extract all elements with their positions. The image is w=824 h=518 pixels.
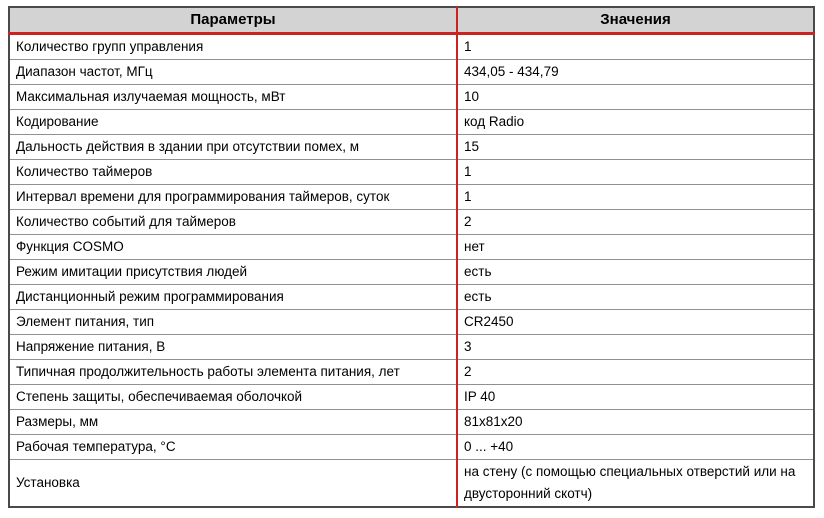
value-cell: CR2450: [457, 309, 814, 334]
parameter-cell: Типичная продолжительность работы элемента питания, лет: [9, 359, 457, 384]
value-cell: 81x81x20: [457, 409, 814, 434]
value-cell: 1: [457, 184, 814, 209]
parameter-cell: Дальность действия в здании при отсутствии помех, м: [9, 134, 457, 159]
parameter-cell: Функция COSMO: [9, 234, 457, 259]
value-cell: есть: [457, 259, 814, 284]
parameter-cell: Установка: [9, 459, 457, 507]
value-cell: 1: [457, 33, 814, 59]
table-row: [9, 209, 814, 234]
table-row: [9, 84, 814, 109]
value-cell: 2: [457, 359, 814, 384]
parameter-cell: Диапазон частот, МГц: [9, 59, 457, 84]
parameter-cell: Дистанционный режим программирования: [9, 284, 457, 309]
table-row: [9, 459, 814, 507]
value-cell: на стену (с помощью специальных отверстий или на двусторонний скотч): [464, 463, 796, 501]
parameter-cell: Режим имитации присутствия людей: [9, 259, 457, 284]
spec-table-body: [9, 33, 814, 507]
table-row: [9, 259, 814, 284]
value-cell: есть: [457, 284, 814, 309]
table-row: [9, 434, 814, 459]
column-header-parameters: Параметры: [9, 7, 457, 33]
table-row: [9, 234, 814, 259]
parameter-cell: Напряжение питания, В: [9, 334, 457, 359]
value-cell: 2: [457, 209, 814, 234]
table-row: [9, 359, 814, 384]
value-cell: 15: [457, 134, 814, 159]
parameter-cell: Количество событий для таймеров: [9, 209, 457, 234]
table-row: [9, 159, 814, 184]
table-row: [9, 334, 814, 359]
value-cell: 10: [457, 84, 814, 109]
value-cell: 0 ... +40: [457, 434, 814, 459]
table-row: [9, 284, 814, 309]
parameter-cell: Кодирование: [9, 109, 457, 134]
spec-table: [8, 6, 815, 508]
value-cell: 434,05 - 434,79: [457, 59, 814, 84]
header-row: [9, 7, 814, 33]
table-row: [9, 309, 814, 334]
value-cell: 1: [457, 159, 814, 184]
parameter-cell: Степень защиты, обеспечиваемая оболочкой: [9, 384, 457, 409]
parameter-cell: Максимальная излучаемая мощность, мВт: [9, 84, 457, 109]
table-row: [9, 134, 814, 159]
table-row: [9, 384, 814, 409]
parameter-cell: Элемент питания, тип: [9, 309, 457, 334]
value-cell: 3: [457, 334, 814, 359]
table-row: [9, 59, 814, 84]
parameter-cell: Интервал времени для программирования таймеров, суток: [9, 184, 457, 209]
parameter-cell: Количество таймеров: [9, 159, 457, 184]
value-cell: код Radio: [457, 109, 814, 134]
value-cell: IP 40: [457, 384, 814, 409]
parameter-cell: Рабочая температура, °С: [9, 434, 457, 459]
column-header-values: Значения: [457, 7, 814, 33]
parameter-cell: Размеры, мм: [9, 409, 457, 434]
table-row: [9, 409, 814, 434]
table-row: [9, 109, 814, 134]
spec-table-header: [9, 7, 814, 33]
value-cell: нет: [457, 234, 814, 259]
parameter-cell: Количество групп управления: [9, 33, 457, 59]
table-row: [9, 33, 814, 59]
table-row: [9, 184, 814, 209]
